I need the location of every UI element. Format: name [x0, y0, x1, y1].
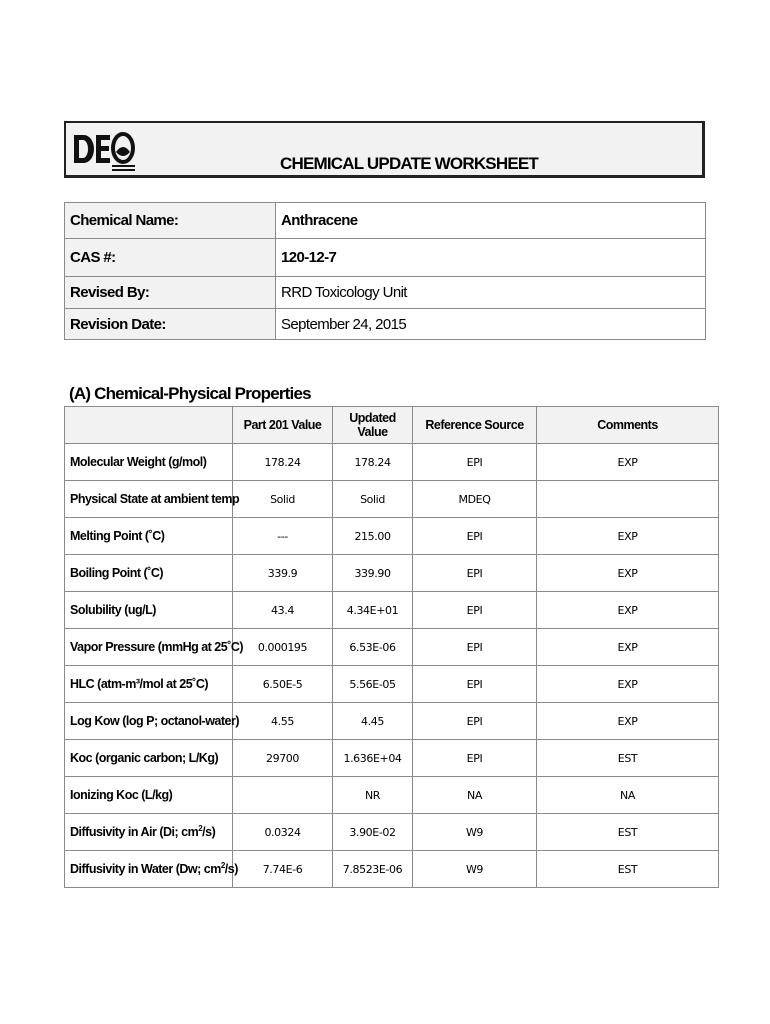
- table-header-row: [65, 407, 719, 444]
- column-header: Comments: [537, 407, 719, 444]
- comment: [537, 481, 719, 518]
- table-row: [65, 740, 719, 777]
- table-row: [65, 518, 719, 555]
- property-name: Koc (organic carbon; L/Kg): [65, 740, 233, 777]
- table-row: [65, 666, 719, 703]
- updated-value: 215.00: [333, 518, 413, 555]
- property-name: Diffusivity in Water (Dw; $cm^2/s$): [65, 851, 233, 888]
- updated-value: 6.53E-06: [333, 629, 413, 666]
- property-name: Molecular Weight (g/mol): [65, 444, 233, 481]
- property-name: Solubility (ug/L): [65, 592, 233, 629]
- part-201-value: 29700: [233, 740, 333, 777]
- deq-logo-icon: [72, 126, 136, 174]
- updated-value: Solid: [333, 481, 413, 518]
- cas-number-value: 120-12-7: [276, 239, 706, 277]
- comment: EXP: [537, 592, 719, 629]
- table-row: [65, 481, 719, 518]
- property-name: Physical State at ambient temp: [65, 481, 233, 518]
- properties-table: [64, 406, 719, 888]
- column-header: Updated Value: [333, 407, 413, 444]
- info-label: CAS #:: [65, 239, 276, 277]
- updated-value: NR: [333, 777, 413, 814]
- column-header: Reference Source: [413, 407, 537, 444]
- table-row: [65, 629, 719, 666]
- reference-source: NA: [413, 777, 537, 814]
- reference-source: EPI: [413, 592, 537, 629]
- reference-source: EPI: [413, 666, 537, 703]
- table-row: [65, 592, 719, 629]
- reference-source: EPI: [413, 518, 537, 555]
- info-label: Chemical Name:: [65, 203, 276, 239]
- worksheet-header: [64, 121, 705, 178]
- comment: EXP: [537, 666, 719, 703]
- updated-value: 7.8523E-06: [333, 851, 413, 888]
- part-201-value: 6.50E-5: [233, 666, 333, 703]
- table-row: [65, 555, 719, 592]
- part-201-value: [233, 777, 333, 814]
- part-201-value: 7.74E-6: [233, 851, 333, 888]
- property-name: Log Kow (log P; octanol-water): [65, 703, 233, 740]
- part-201-value: 339.9: [233, 555, 333, 592]
- revised-by-value: RRD Toxicology Unit: [276, 277, 706, 309]
- comment: EST: [537, 814, 719, 851]
- table-row: [65, 703, 719, 740]
- info-row-revision-date: [65, 309, 706, 340]
- info-label: Revised By:: [65, 277, 276, 309]
- reference-source: W9: [413, 851, 537, 888]
- info-row-revised-by: [65, 277, 706, 309]
- property-name: Melting Point (˚C): [65, 518, 233, 555]
- comment: EST: [537, 740, 719, 777]
- comment: EST: [537, 851, 719, 888]
- part-201-value: 4.55: [233, 703, 333, 740]
- chemical-name-value: Anthracene: [276, 203, 706, 239]
- updated-value: 178.24: [333, 444, 413, 481]
- part-201-value: 0.0324: [233, 814, 333, 851]
- updated-value: 4.34E+01: [333, 592, 413, 629]
- comment: EXP: [537, 703, 719, 740]
- table-row: [65, 814, 719, 851]
- comment: NA: [537, 777, 719, 814]
- part-201-value: 178.24: [233, 444, 333, 481]
- table-row: [65, 851, 719, 888]
- column-header: Part 201 Value: [233, 407, 333, 444]
- reference-source: EPI: [413, 740, 537, 777]
- updated-value: 3.90E-02: [333, 814, 413, 851]
- property-name: HLC (atm-m³/mol at 25˚C): [65, 666, 233, 703]
- chemical-info-table: [64, 202, 706, 340]
- reference-source: EPI: [413, 629, 537, 666]
- table-row: [65, 777, 719, 814]
- updated-value: 4.45: [333, 703, 413, 740]
- properties-table-body: [65, 444, 719, 888]
- info-row-chemical-name: [65, 203, 706, 239]
- reference-source: EPI: [413, 555, 537, 592]
- comment: EXP: [537, 518, 719, 555]
- property-name: Diffusivity in Air (Di; $cm^2/s$): [65, 814, 233, 851]
- section-title: (A) Chemical-Physical Properties: [69, 384, 311, 403]
- part-201-value: 43.4: [233, 592, 333, 629]
- property-name: Vapor Pressure (mmHg at 25˚C): [65, 629, 233, 666]
- reference-source: W9: [413, 814, 537, 851]
- comment: EXP: [537, 555, 719, 592]
- updated-value: 339.90: [333, 555, 413, 592]
- info-row-cas: [65, 239, 706, 277]
- updated-value: 5.56E-05: [333, 666, 413, 703]
- info-label: Revision Date:: [65, 309, 276, 340]
- comment: EXP: [537, 629, 719, 666]
- reference-source: EPI: [413, 703, 537, 740]
- reference-source: EPI: [413, 444, 537, 481]
- comment: EXP: [537, 444, 719, 481]
- column-header: [65, 407, 233, 444]
- property-name: Boiling Point (˚C): [65, 555, 233, 592]
- part-201-value: ---: [233, 518, 333, 555]
- part-201-value: Solid: [233, 481, 333, 518]
- reference-source: MDEQ: [413, 481, 537, 518]
- part-201-value: 0.000195: [233, 629, 333, 666]
- worksheet-title: CHEMICAL UPDATE WORKSHEET: [280, 154, 538, 173]
- property-name: Ionizing Koc (L/kg): [65, 777, 233, 814]
- table-row: [65, 444, 719, 481]
- updated-value: 1.636E+04: [333, 740, 413, 777]
- revision-date-value: September 24, 2015: [276, 309, 706, 340]
